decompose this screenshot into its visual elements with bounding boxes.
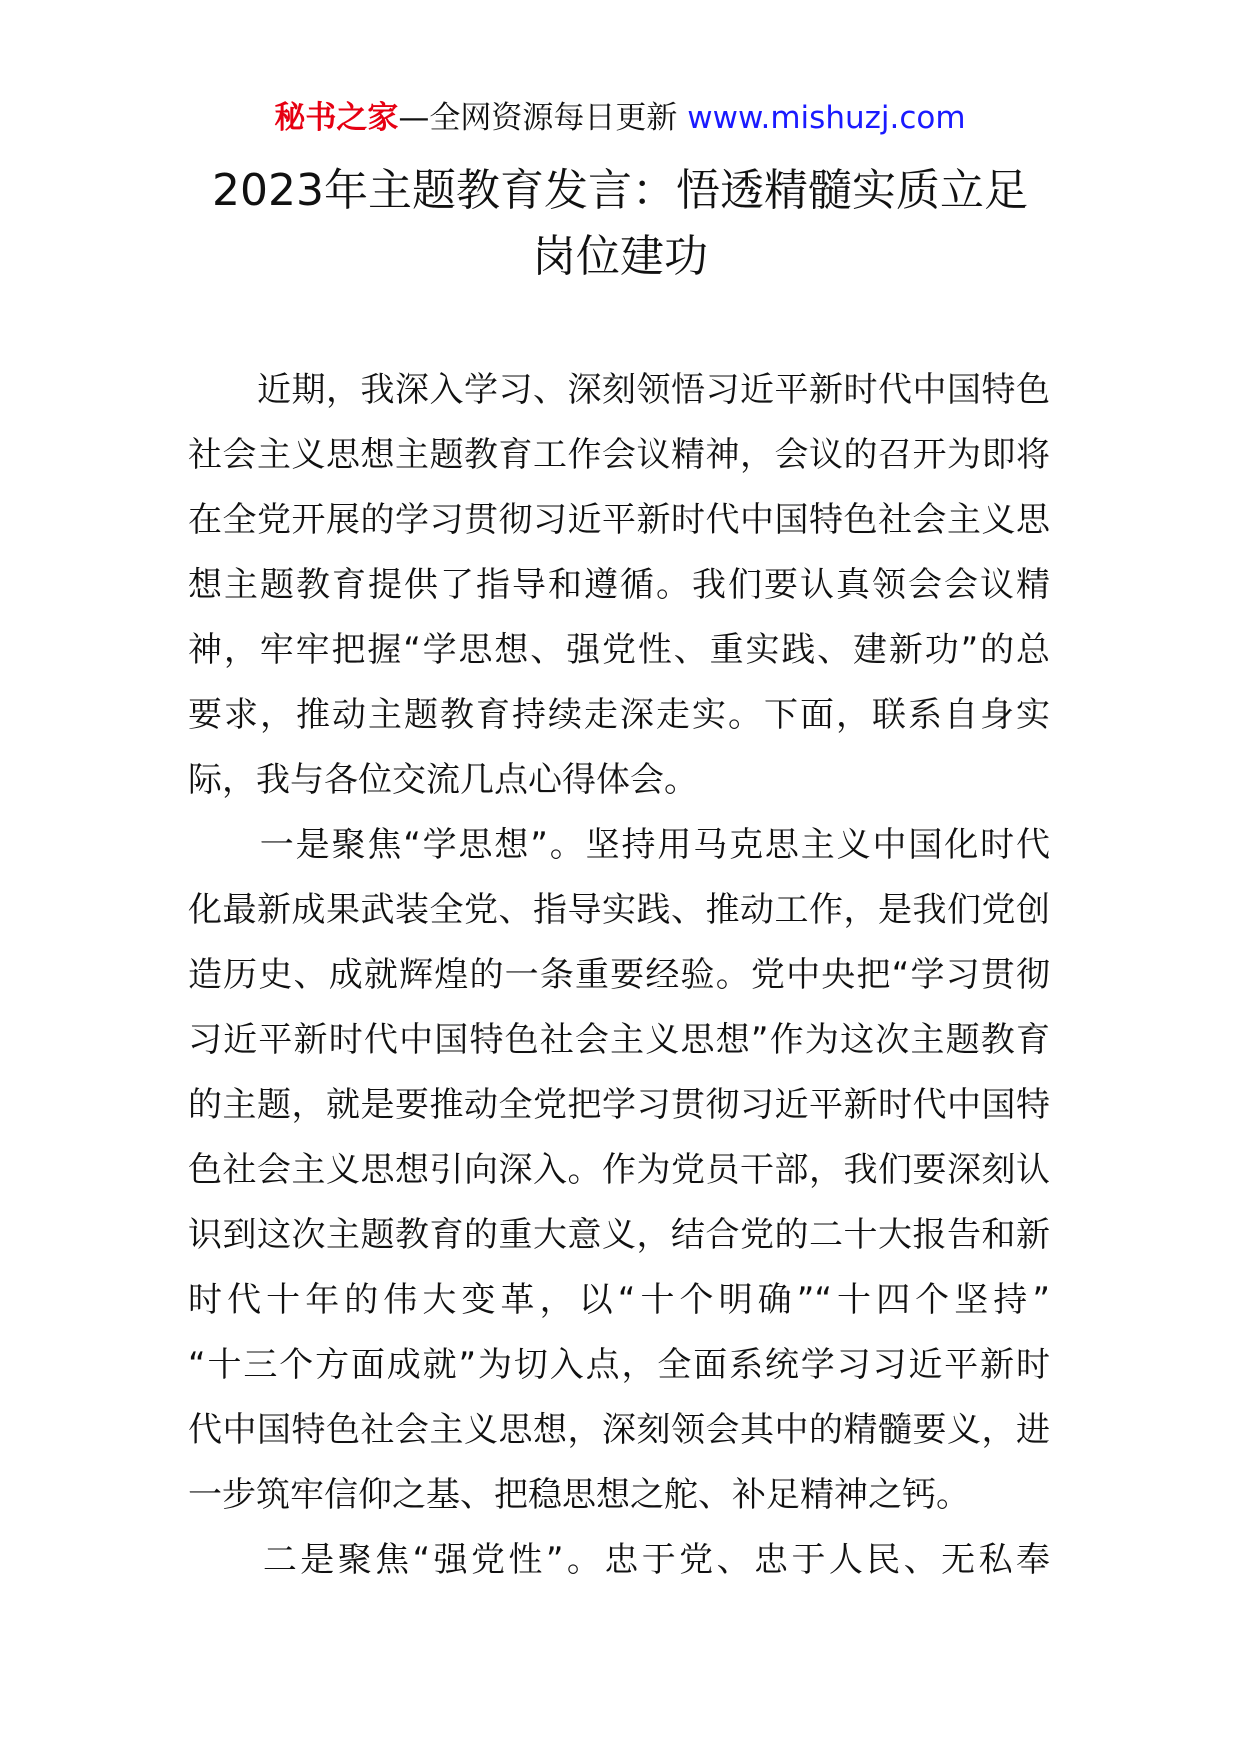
body-line: 习近平新时代中国特色社会主义思想”作为这次主题教育: [188, 1020, 1050, 1060]
body-line: 二是聚焦“强党性”。忠于党、忠于人民、无私奉: [188, 1540, 1050, 1580]
site-brand: 秘书之家: [274, 100, 399, 136]
body-line: 的主题，就是要推动全党把学习贯彻习近平新时代中国特: [188, 1085, 1050, 1125]
body-line: 想主题教育提供了指导和遵循。我们要认真领会会议精: [188, 565, 1050, 605]
site-tagline: —全网资源每日更新: [398, 100, 678, 136]
site-url-link[interactable]: www.mishuzj.com: [687, 100, 966, 136]
body-line: 际，我与各位交流几点心得体会。: [188, 760, 698, 800]
body-line: “十三个方面成就”为切入点，全面系统学习习近平新时: [188, 1345, 1050, 1385]
body-line: 造历史、成就辉煌的一条重要经验。党中央把“学习贯彻: [188, 955, 1050, 995]
body-line: 在全党开展的学习贯彻习近平新时代中国特色社会主义思: [188, 500, 1050, 540]
body-line: 时代十年的伟大变革，以“十个明确”“十四个坚持”: [188, 1280, 1050, 1320]
body-line: 神，牢牢把握“学思想、强党性、重实践、建新功”的总: [188, 630, 1050, 670]
document-title-line-2: 岗位建功: [532, 231, 708, 282]
body-line: 要求，推动主题教育持续走深走实。下面，联系自身实: [188, 695, 1050, 735]
body-line: 化最新成果武装全党、指导实践、推动工作，是我们党创: [188, 890, 1050, 930]
document-body: [188, 358, 1050, 1593]
body-line: 代中国特色社会主义思想，深刻领会其中的精髓要义，进: [188, 1410, 1050, 1450]
body-line: 一步筑牢信仰之基、把稳思想之舵、补足精神之钙。: [188, 1475, 970, 1515]
body-line: 近期，我深入学习、深刻领悟习近平新时代中国特色: [188, 370, 1050, 410]
body-line: 识到这次主题教育的重大意义，结合党的二十大报告和新: [188, 1215, 1050, 1255]
body-line: 一是聚焦“学思想”。坚持用马克思主义中国化时代: [188, 825, 1050, 865]
document-title-line-1: 2023年主题教育发言：悟透精髓实质立足: [212, 165, 1028, 216]
body-line: 社会主义思想主题教育工作会议精神，会议的召开为即将: [188, 435, 1050, 475]
site-header: [0, 96, 1240, 140]
body-line: 色社会主义思想引向深入。作为党员干部，我们要深刻认: [188, 1150, 1050, 1190]
document-title: [150, 158, 1090, 290]
